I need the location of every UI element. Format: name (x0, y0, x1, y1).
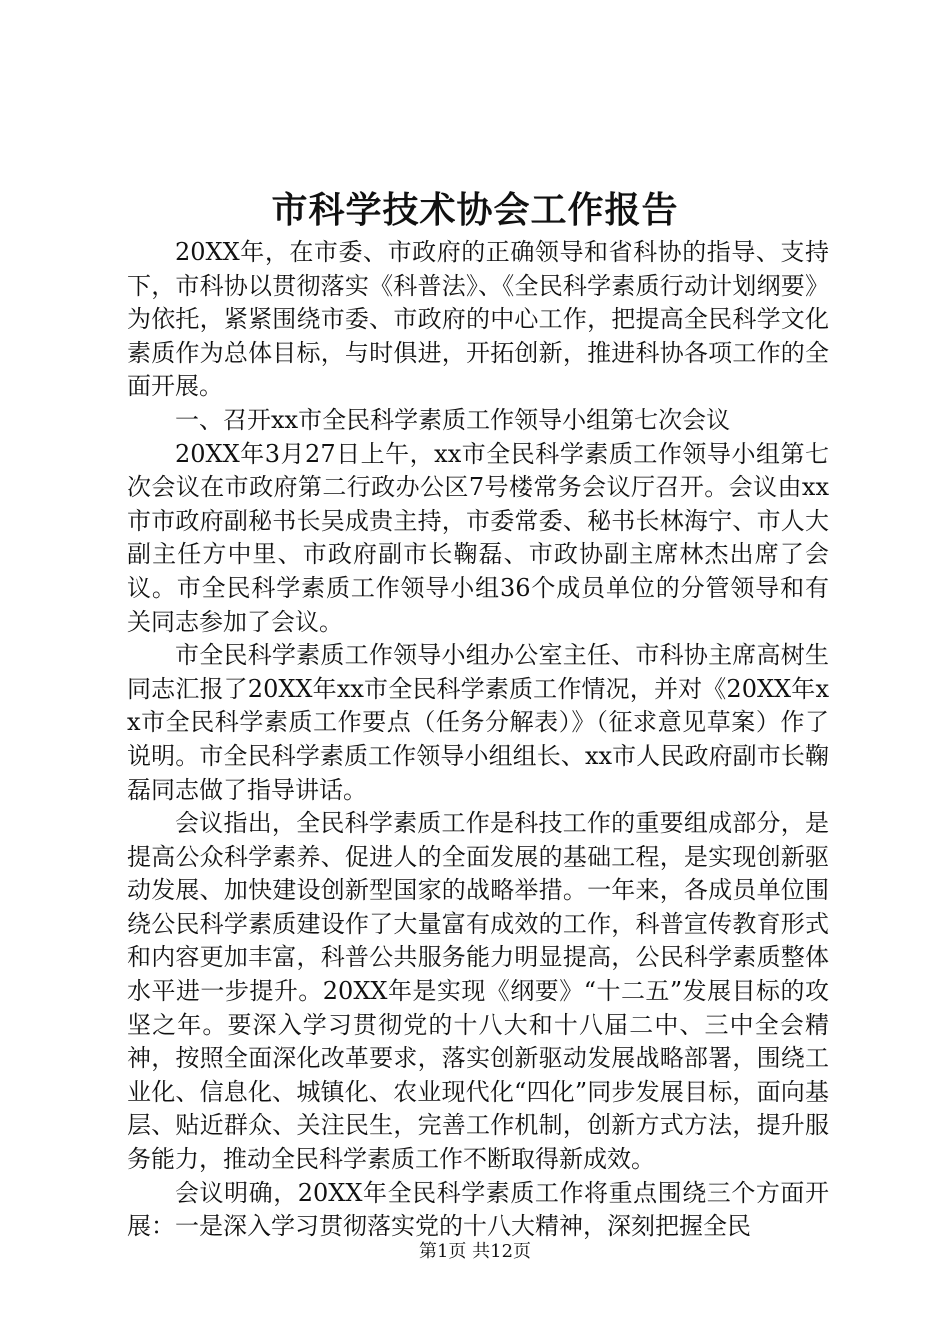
section-heading-1: 一、召开xx市全民科学素质工作领导小组第七次会议 (175, 405, 731, 434)
document-body (127, 236, 829, 1244)
paragraph-intro: 20XX年，在市委、市政府的正确领导和省科协的指导、支持下，市科协以贯彻落实《科普法》、《全民科学素质行动计划纲要》为依托，紧紧围绕市委、市政府的中心工作，把提高全民科学文化素质作为总体目标，与时俱进，开拓创新，推进科协各项工作的全面开展。 (127, 238, 829, 401)
paragraph-meeting-plan: 会议明确，20XX年全民科学素质工作将重点围绕三个方面开展：一是深入学习贯彻落实党的十八大精神，深刻把握全民 (127, 1178, 829, 1241)
paragraph-meeting-points: 会议指出，全民科学素质工作是科技工作的重要组成部分，是提高公众科学素养、促进人的全面发展的基础工程，是实现创新驱动发展、加快建设创新型国家的战略举措。一年来，各成员单位围绕公民科学素质建设作了大量富有成效的工作，科普宣传教育形式和内容更加丰富，科普公共服务能力明显提高，公民科学素质整体水平进一步提升。20XX年是实现《纲要》“十二五”发展目标的攻坚之年。要深入学习贯彻党的十八大和十八届二中、三中全会精神，按照全面深化改革要求，落实创新驱动发展战略部署，围绕工业化、信息化、城镇化、农业现代化“四化”同步发展目标，面向基层、贴近群众、关注民生，完善工作机制，创新方式方法，提升服务能力，推动全民科学素质工作不断取得新成效。 (127, 809, 829, 1174)
paragraph-report: 市全民科学素质工作领导小组办公室主任、市科协主席高树生同志汇报了20XX年xx市全民科学素质工作情况，并对《20XX年xx市全民科学素质工作要点（任务分解表）》（征求意见草案）作了说明。市全民科学素质工作领导小组组长、xx市人民政府副市长鞠磊同志做了指导讲话。 (127, 641, 829, 804)
page-footer: 第1页 共12页 (418, 1241, 532, 1262)
paragraph-meeting: 20XX年3月27日上午，xx市全民科学素质工作领导小组第七次会议在市政府第二行政办公区7号楼常务会议厅召开。会议由xx市市政府副秘书长吴成贵主持，市委常委、秘书长林海宁、市人大副主任方中里、市政府副市长鞠磊、市政协副主席林杰出席了会议。市全民科学素质工作领导小组36个成员单位的分管领导和有关同志参加了会议。 (127, 439, 829, 636)
document-title: 市科学技术协会工作报告 (271, 189, 679, 231)
